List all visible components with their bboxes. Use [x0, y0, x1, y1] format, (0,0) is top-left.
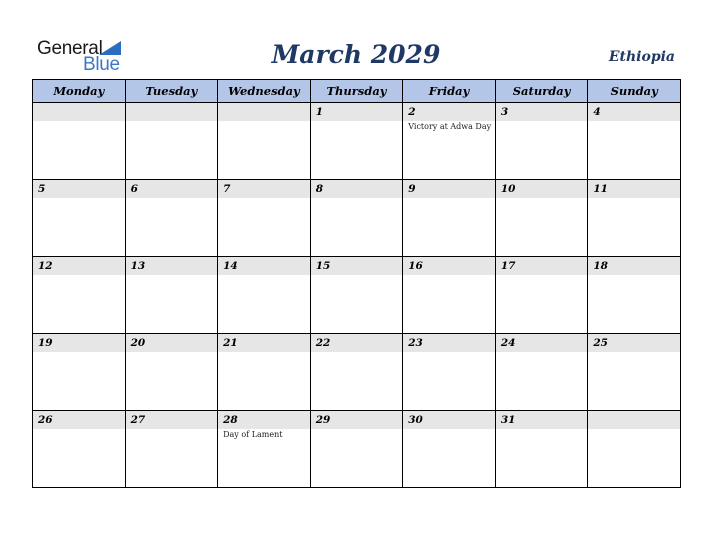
day-number: 28	[223, 414, 238, 426]
day-cell	[125, 334, 218, 411]
day-number: 22	[315, 337, 331, 349]
country-label: Ethiopia	[608, 49, 675, 65]
day-number-bar	[496, 103, 588, 121]
week-row	[33, 103, 681, 180]
day-number: 3	[500, 106, 509, 118]
day-number: 6	[130, 183, 138, 195]
weekday-header: Monday	[33, 80, 126, 103]
day-cell	[588, 257, 681, 334]
day-number: 19	[38, 337, 53, 349]
day-cell	[310, 334, 403, 411]
day-cell	[495, 180, 588, 257]
day-number: 12	[38, 260, 53, 272]
day-number: 10	[500, 183, 516, 195]
day-number: 29	[315, 414, 331, 426]
week-row	[33, 180, 681, 257]
weekday-header: Friday	[403, 80, 496, 103]
day-cell	[125, 180, 218, 257]
day-number: 16	[408, 260, 423, 272]
day-cell	[588, 411, 681, 488]
day-number-bar	[126, 180, 218, 198]
day-cell	[588, 180, 681, 257]
day-cell	[403, 103, 496, 180]
day-cell	[403, 180, 496, 257]
calendar-grid	[32, 79, 681, 488]
day-cell	[310, 257, 403, 334]
week-row	[33, 257, 681, 334]
day-cell	[218, 411, 311, 488]
day-number: 21	[223, 337, 238, 349]
day-cell	[218, 180, 311, 257]
day-number: 17	[500, 260, 516, 272]
day-number: 23	[408, 337, 423, 349]
day-cell	[33, 180, 126, 257]
day-number: 20	[130, 337, 146, 349]
day-number: 25	[593, 337, 608, 349]
day-number: 14	[223, 260, 238, 272]
day-number: 2	[408, 106, 416, 118]
day-number: 27	[130, 414, 146, 426]
day-number: 4	[593, 106, 601, 118]
logo-blue-text: Blue	[83, 54, 120, 75]
day-cell	[403, 257, 496, 334]
day-cell	[495, 334, 588, 411]
day-cell	[495, 257, 588, 334]
day-cell	[495, 411, 588, 488]
weekday-header: Thursday	[310, 80, 403, 103]
weekday-header: Sunday	[588, 80, 681, 103]
day-cell	[403, 334, 496, 411]
day-number-bar	[126, 103, 218, 121]
day-number: 11	[593, 183, 608, 195]
day-cell	[125, 257, 218, 334]
day-number-bar	[33, 180, 125, 198]
day-number-bar	[218, 180, 310, 198]
holiday-label: Victory at Adwa Day	[408, 122, 492, 131]
day-cell	[218, 334, 311, 411]
day-cell	[588, 103, 681, 180]
weekday-header: Tuesday	[125, 80, 218, 103]
week-row	[33, 411, 681, 488]
day-number: 30	[408, 414, 423, 426]
day-number: 31	[500, 414, 516, 426]
calendar-body	[33, 103, 681, 488]
day-cell	[33, 334, 126, 411]
calendar-title: March 2029	[271, 40, 441, 69]
day-cell	[310, 180, 403, 257]
week-row	[33, 334, 681, 411]
day-number-bar	[311, 103, 403, 121]
day-cell	[33, 103, 126, 180]
day-cell	[125, 103, 218, 180]
day-number-bar	[218, 103, 310, 121]
day-number: 1	[315, 106, 323, 118]
day-number: 9	[408, 183, 416, 195]
day-number: 15	[315, 260, 331, 272]
weekday-header-row	[33, 80, 681, 103]
weekday-header: Saturday	[495, 80, 588, 103]
day-number-bar	[403, 103, 495, 121]
day-number: 7	[223, 183, 231, 195]
day-number: 13	[130, 260, 146, 272]
weekday-header: Wednesday	[218, 80, 311, 103]
day-cell	[33, 257, 126, 334]
day-cell	[125, 411, 218, 488]
day-number: 24	[500, 337, 516, 349]
day-cell	[218, 257, 311, 334]
day-number: 26	[38, 414, 53, 426]
holiday-label: Day of Lament	[223, 430, 283, 439]
day-cell	[495, 103, 588, 180]
day-number-bar	[588, 103, 680, 121]
day-number-bar	[588, 411, 680, 429]
day-cell	[310, 411, 403, 488]
day-cell	[403, 411, 496, 488]
logo-general-text: General	[37, 38, 103, 59]
day-cell	[33, 411, 126, 488]
day-number: 18	[593, 260, 608, 272]
day-number-bar	[33, 103, 125, 121]
day-number: 5	[38, 183, 46, 195]
day-cell	[588, 334, 681, 411]
day-cell	[310, 103, 403, 180]
day-number: 8	[315, 183, 323, 195]
day-cell	[218, 103, 311, 180]
day-number-bar	[311, 180, 403, 198]
day-number-bar	[403, 180, 495, 198]
